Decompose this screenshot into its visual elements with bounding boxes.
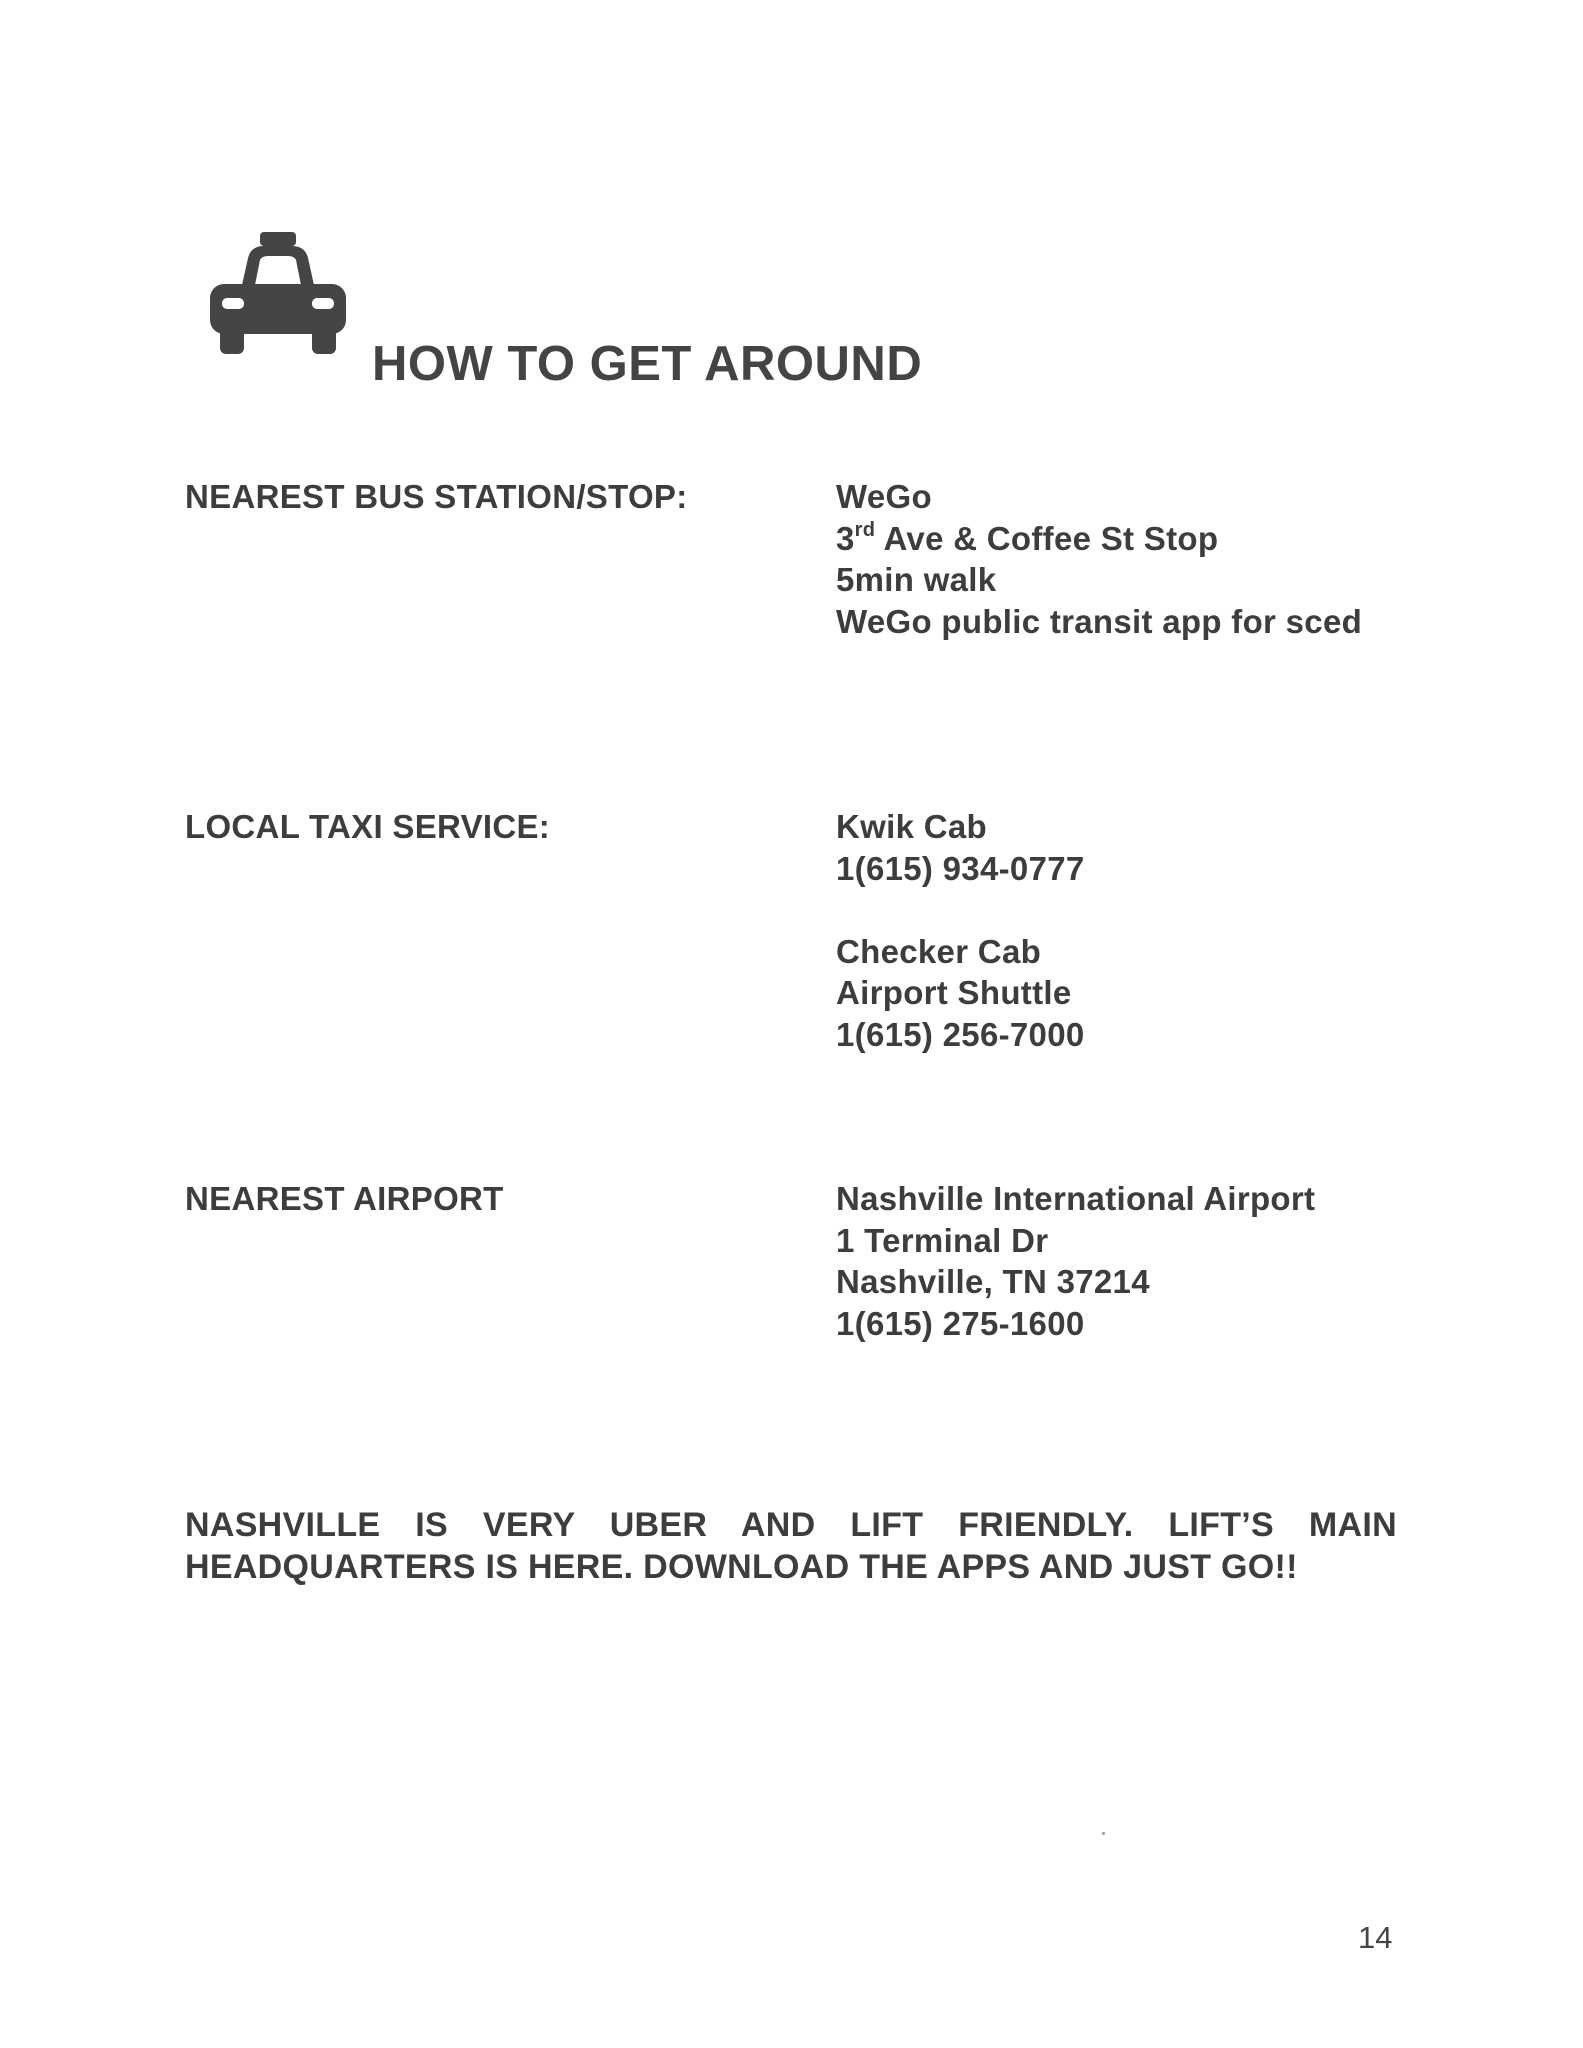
rideshare-note: [185, 1504, 1397, 1588]
scan-speck: [1102, 1832, 1105, 1835]
airport-name: Nashville International Airport: [836, 1180, 1316, 1217]
bus-walk-time: 5min walk: [836, 561, 997, 598]
taxi-company-name: Kwik Cab: [836, 808, 987, 845]
taxi-company-name: Checker Cab: [836, 932, 1042, 970]
airport-details: [836, 1178, 1315, 1344]
rideshare-note-line: HEADQUARTERS IS HERE. DOWNLOAD THE APPS AND JUST GO!!: [185, 1548, 1298, 1586]
bus-app-note: WeGo public transit app for sced: [836, 602, 1363, 640]
bus-stop-street: Ave & Coffee St Stop: [875, 519, 1219, 557]
airport-street: 1 Terminal Dr: [836, 1221, 1049, 1259]
taxi-service-label: LOCAL TAXI SERVICE:: [185, 808, 551, 845]
page-title: HOW TO GET AROUND: [372, 337, 923, 391]
bus-agency: WeGo: [836, 478, 932, 515]
taxi-service-details: [836, 806, 1085, 1055]
taxi-company-phone: 1(615) 256-7000: [836, 1015, 1085, 1053]
bus-station-label: NEAREST BUS STATION/STOP:: [185, 478, 688, 515]
bus-stop-address: [836, 518, 1362, 560]
bus-stop-ordinal-number: 3: [836, 519, 855, 557]
airport-phone: 1(615) 275-1600: [836, 1304, 1085, 1342]
taxi-icon: [210, 232, 346, 354]
rideshare-note-line: NASHVILLE IS VERY UBER AND LIFT FRIENDLY. LIFT’S MAIN: [185, 1506, 1397, 1544]
bus-stop-ordinal-suffix: rd: [854, 518, 876, 541]
taxi-company-phone: 1(615) 934-0777: [836, 849, 1085, 887]
airport-city: Nashville, TN 37214: [836, 1263, 1150, 1300]
taxi-company-service: Airport Shuttle: [836, 974, 1072, 1011]
bus-station-details: [836, 476, 1362, 642]
page-number: 14: [1358, 1920, 1393, 1955]
airport-label: NEAREST AIRPORT: [185, 1180, 504, 1217]
